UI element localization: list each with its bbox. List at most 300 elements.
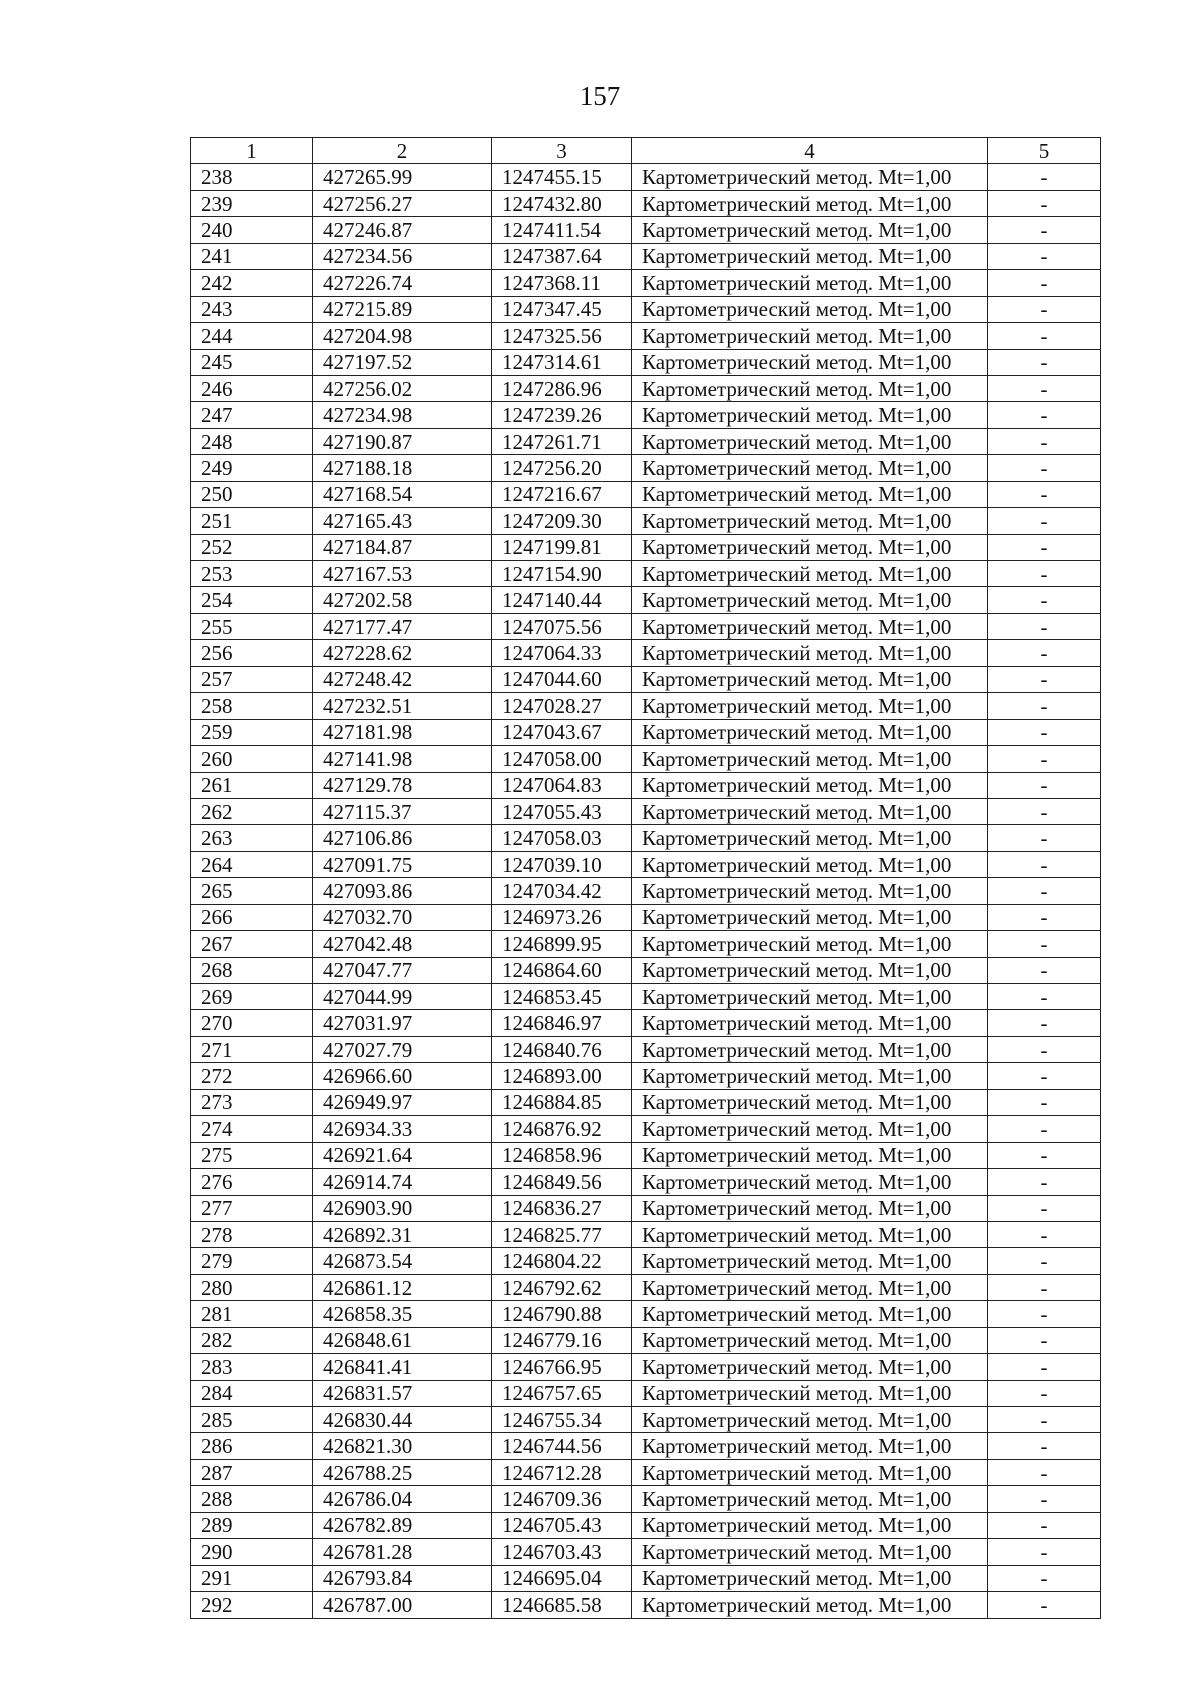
note-cell: - [988,534,1101,560]
table-header [191,138,1101,164]
method-cell: Картометрический метод. Mt=1,00 [632,613,988,639]
method-cell: Картометрический метод. Mt=1,00 [632,1407,988,1433]
note-cell: - [988,217,1101,243]
method-cell: Картометрический метод. Mt=1,00 [632,798,988,824]
method-cell: Картометрический метод. Mt=1,00 [632,1565,988,1591]
x-coordinate-cell: 426892.31 [313,1221,492,1247]
y-coordinate-cell: 1247043.67 [492,719,632,745]
table-row [191,428,1101,454]
point-number-cell: 257 [191,666,313,692]
note-cell: - [988,164,1101,190]
header-cell-1: 1 [191,138,313,164]
x-coordinate-cell: 426858.35 [313,1301,492,1327]
y-coordinate-cell: 1246703.43 [492,1539,632,1565]
note-cell: - [988,904,1101,930]
point-number-cell: 265 [191,878,313,904]
point-number-cell: 292 [191,1592,313,1618]
method-cell: Картометрический метод. Mt=1,00 [632,1142,988,1168]
y-coordinate-cell: 1247314.61 [492,349,632,375]
note-cell: - [988,1512,1101,1538]
method-cell: Картометрический метод. Mt=1,00 [632,693,988,719]
point-number-cell: 261 [191,772,313,798]
method-cell: Картометрический метод. Mt=1,00 [632,931,988,957]
x-coordinate-cell: 427234.98 [313,402,492,428]
y-coordinate-cell: 1246893.00 [492,1063,632,1089]
note-cell: - [988,1089,1101,1115]
point-number-cell: 248 [191,428,313,454]
table-row [191,481,1101,507]
method-cell: Картометрический метод. Mt=1,00 [632,1248,988,1274]
table-row [191,270,1101,296]
table-row [191,1274,1101,1300]
x-coordinate-cell: 426787.00 [313,1592,492,1618]
y-coordinate-cell: 1246849.56 [492,1169,632,1195]
y-coordinate-cell: 1247286.96 [492,375,632,401]
table-row [191,455,1101,481]
table-row [191,561,1101,587]
note-cell: - [988,693,1101,719]
x-coordinate-cell: 427165.43 [313,508,492,534]
table-row [191,693,1101,719]
x-coordinate-cell: 427106.86 [313,825,492,851]
method-cell: Картометрический метод. Mt=1,00 [632,1221,988,1247]
x-coordinate-cell: 427168.54 [313,481,492,507]
point-number-cell: 273 [191,1089,313,1115]
y-coordinate-cell: 1247216.67 [492,481,632,507]
table-row [191,1195,1101,1221]
y-coordinate-cell: 1247075.56 [492,613,632,639]
table-row [191,1089,1101,1115]
y-coordinate-cell: 1247039.10 [492,851,632,877]
method-cell: Картометрический метод. Mt=1,00 [632,1539,988,1565]
y-coordinate-cell: 1246899.95 [492,931,632,957]
x-coordinate-cell: 427197.52 [313,349,492,375]
method-cell: Картометрический метод. Mt=1,00 [632,270,988,296]
point-number-cell: 270 [191,1010,313,1036]
method-cell: Картометрический метод. Mt=1,00 [632,1327,988,1353]
method-cell: Картометрический метод. Mt=1,00 [632,375,988,401]
note-cell: - [988,1539,1101,1565]
x-coordinate-cell: 426793.84 [313,1565,492,1591]
x-coordinate-cell: 427177.47 [313,613,492,639]
y-coordinate-cell: 1246779.16 [492,1327,632,1353]
table-row [191,1407,1101,1433]
table-row [191,1433,1101,1459]
table-row [191,402,1101,428]
point-number-cell: 282 [191,1327,313,1353]
y-coordinate-cell: 1247028.27 [492,693,632,719]
point-number-cell: 276 [191,1169,313,1195]
note-cell: - [988,1116,1101,1142]
point-number-cell: 250 [191,481,313,507]
point-number-cell: 249 [191,455,313,481]
point-number-cell: 283 [191,1354,313,1380]
point-number-cell: 269 [191,984,313,1010]
table-row [191,508,1101,534]
method-cell: Картометрический метод. Mt=1,00 [632,243,988,269]
note-cell: - [988,957,1101,983]
point-number-cell: 274 [191,1116,313,1142]
point-number-cell: 238 [191,164,313,190]
point-number-cell: 251 [191,508,313,534]
y-coordinate-cell: 1247044.60 [492,666,632,692]
table-row [191,1486,1101,1512]
table-row [191,825,1101,851]
y-coordinate-cell: 1246744.56 [492,1433,632,1459]
method-cell: Картометрический метод. Mt=1,00 [632,561,988,587]
point-number-cell: 254 [191,587,313,613]
table-row [191,1142,1101,1168]
note-cell: - [988,1407,1101,1433]
note-cell: - [988,1565,1101,1591]
method-cell: Картометрический метод. Mt=1,00 [632,1063,988,1089]
note-cell: - [988,1486,1101,1512]
x-coordinate-cell: 426861.12 [313,1274,492,1300]
note-cell: - [988,984,1101,1010]
method-cell: Картометрический метод. Mt=1,00 [632,1512,988,1538]
x-coordinate-cell: 427167.53 [313,561,492,587]
y-coordinate-cell: 1246705.43 [492,1512,632,1538]
table-row [191,323,1101,349]
x-coordinate-cell: 427234.56 [313,243,492,269]
table-row [191,984,1101,1010]
method-cell: Картометрический метод. Mt=1,00 [632,349,988,375]
note-cell: - [988,878,1101,904]
table-row [191,878,1101,904]
table-row [191,349,1101,375]
y-coordinate-cell: 1246695.04 [492,1565,632,1591]
y-coordinate-cell: 1247432.80 [492,190,632,216]
note-cell: - [988,243,1101,269]
note-cell: - [988,1327,1101,1353]
header-cell-3: 3 [492,138,632,164]
y-coordinate-cell: 1247209.30 [492,508,632,534]
note-cell: - [988,375,1101,401]
table-row [191,1301,1101,1327]
y-coordinate-cell: 1246766.95 [492,1354,632,1380]
method-cell: Картометрический метод. Mt=1,00 [632,587,988,613]
table-row [191,587,1101,613]
point-number-cell: 278 [191,1221,313,1247]
point-number-cell: 271 [191,1036,313,1062]
x-coordinate-cell: 427204.98 [313,323,492,349]
table-row [191,1248,1101,1274]
table-row [191,217,1101,243]
method-cell: Картометрический метод. Mt=1,00 [632,666,988,692]
point-number-cell: 256 [191,640,313,666]
note-cell: - [988,296,1101,322]
point-number-cell: 258 [191,693,313,719]
table-row [191,957,1101,983]
note-cell: - [988,640,1101,666]
point-number-cell: 260 [191,746,313,772]
method-cell: Картометрический метод. Mt=1,00 [632,1169,988,1195]
table-row [191,164,1101,190]
method-cell: Картометрический метод. Mt=1,00 [632,1116,988,1142]
x-coordinate-cell: 426949.97 [313,1089,492,1115]
point-number-cell: 247 [191,402,313,428]
x-coordinate-cell: 426841.41 [313,1354,492,1380]
point-number-cell: 285 [191,1407,313,1433]
method-cell: Картометрический метод. Mt=1,00 [632,719,988,745]
table-row [191,243,1101,269]
point-number-cell: 259 [191,719,313,745]
method-cell: Картометрический метод. Mt=1,00 [632,1036,988,1062]
point-number-cell: 291 [191,1565,313,1591]
header-cell-2: 2 [313,138,492,164]
table-row [191,798,1101,824]
point-number-cell: 281 [191,1301,313,1327]
table-row [191,1380,1101,1406]
y-coordinate-cell: 1246840.76 [492,1036,632,1062]
note-cell: - [988,825,1101,851]
point-number-cell: 272 [191,1063,313,1089]
y-coordinate-cell: 1246757.65 [492,1380,632,1406]
table-body [191,164,1101,1618]
point-number-cell: 290 [191,1539,313,1565]
point-number-cell: 244 [191,323,313,349]
table-row [191,1010,1101,1036]
y-coordinate-cell: 1247154.90 [492,561,632,587]
method-cell: Картометрический метод. Mt=1,00 [632,428,988,454]
y-coordinate-cell: 1247064.33 [492,640,632,666]
y-coordinate-cell: 1247256.20 [492,455,632,481]
x-coordinate-cell: 426934.33 [313,1116,492,1142]
note-cell: - [988,1036,1101,1062]
table-row [191,1459,1101,1485]
y-coordinate-cell: 1247411.54 [492,217,632,243]
point-number-cell: 277 [191,1195,313,1221]
note-cell: - [988,1459,1101,1485]
point-number-cell: 239 [191,190,313,216]
note-cell: - [988,1380,1101,1406]
note-cell: - [988,1010,1101,1036]
table-row [191,746,1101,772]
point-number-cell: 246 [191,375,313,401]
note-cell: - [988,1142,1101,1168]
note-cell: - [988,1592,1101,1618]
note-cell: - [988,190,1101,216]
method-cell: Картометрический метод. Mt=1,00 [632,1274,988,1300]
y-coordinate-cell: 1246792.62 [492,1274,632,1300]
table-row [191,375,1101,401]
note-cell: - [988,1221,1101,1247]
y-coordinate-cell: 1247325.56 [492,323,632,349]
method-cell: Картометрический метод. Mt=1,00 [632,323,988,349]
y-coordinate-cell: 1246790.88 [492,1301,632,1327]
x-coordinate-cell: 427256.02 [313,375,492,401]
table-row [191,1063,1101,1089]
point-number-cell: 241 [191,243,313,269]
point-number-cell: 263 [191,825,313,851]
y-coordinate-cell: 1246755.34 [492,1407,632,1433]
point-number-cell: 242 [191,270,313,296]
x-coordinate-cell: 427031.97 [313,1010,492,1036]
note-cell: - [988,772,1101,798]
y-coordinate-cell: 1247140.44 [492,587,632,613]
point-number-cell: 253 [191,561,313,587]
note-cell: - [988,666,1101,692]
point-number-cell: 286 [191,1433,313,1459]
point-number-cell: 288 [191,1486,313,1512]
x-coordinate-cell: 427232.51 [313,693,492,719]
header-row [191,138,1101,164]
point-number-cell: 240 [191,217,313,243]
table-row [191,1116,1101,1142]
point-number-cell: 287 [191,1459,313,1485]
x-coordinate-cell: 427129.78 [313,772,492,798]
table-row [191,190,1101,216]
method-cell: Картометрический метод. Mt=1,00 [632,746,988,772]
coordinates-table [190,137,1101,1619]
x-coordinate-cell: 427215.89 [313,296,492,322]
method-cell: Картометрический метод. Mt=1,00 [632,481,988,507]
y-coordinate-cell: 1247368.11 [492,270,632,296]
x-coordinate-cell: 426786.04 [313,1486,492,1512]
x-coordinate-cell: 427184.87 [313,534,492,560]
y-coordinate-cell: 1247064.83 [492,772,632,798]
point-number-cell: 264 [191,851,313,877]
x-coordinate-cell: 427091.75 [313,851,492,877]
x-coordinate-cell: 426873.54 [313,1248,492,1274]
x-coordinate-cell: 427202.58 [313,587,492,613]
point-number-cell: 279 [191,1248,313,1274]
note-cell: - [988,1433,1101,1459]
y-coordinate-cell: 1247199.81 [492,534,632,560]
method-cell: Картометрический метод. Mt=1,00 [632,455,988,481]
y-coordinate-cell: 1246973.26 [492,904,632,930]
method-cell: Картометрический метод. Mt=1,00 [632,190,988,216]
note-cell: - [988,851,1101,877]
table-row [191,1169,1101,1195]
method-cell: Картометрический метод. Mt=1,00 [632,1354,988,1380]
x-coordinate-cell: 426830.44 [313,1407,492,1433]
point-number-cell: 289 [191,1512,313,1538]
x-coordinate-cell: 427141.98 [313,746,492,772]
method-cell: Картометрический метод. Mt=1,00 [632,904,988,930]
table-row [191,719,1101,745]
method-cell: Картометрический метод. Mt=1,00 [632,851,988,877]
table-row [191,931,1101,957]
method-cell: Картометрический метод. Mt=1,00 [632,984,988,1010]
y-coordinate-cell: 1246853.45 [492,984,632,1010]
point-number-cell: 267 [191,931,313,957]
y-coordinate-cell: 1247058.03 [492,825,632,851]
header-cell-4: 4 [632,138,988,164]
method-cell: Картометрический метод. Mt=1,00 [632,402,988,428]
table-row [191,1221,1101,1247]
method-cell: Картометрический метод. Mt=1,00 [632,1010,988,1036]
x-coordinate-cell: 426831.57 [313,1380,492,1406]
note-cell: - [988,1248,1101,1274]
table-row [191,1565,1101,1591]
y-coordinate-cell: 1246685.58 [492,1592,632,1618]
note-cell: - [988,613,1101,639]
x-coordinate-cell: 427044.99 [313,984,492,1010]
method-cell: Картометрический метод. Mt=1,00 [632,1195,988,1221]
note-cell: - [988,270,1101,296]
note-cell: - [988,402,1101,428]
note-cell: - [988,508,1101,534]
y-coordinate-cell: 1247055.43 [492,798,632,824]
y-coordinate-cell: 1246884.85 [492,1089,632,1115]
x-coordinate-cell: 426781.28 [313,1539,492,1565]
x-coordinate-cell: 426821.30 [313,1433,492,1459]
method-cell: Картометрический метод. Mt=1,00 [632,1592,988,1618]
method-cell: Картометрический метод. Mt=1,00 [632,217,988,243]
table-row [191,534,1101,560]
y-coordinate-cell: 1247347.45 [492,296,632,322]
method-cell: Картометрический метод. Mt=1,00 [632,957,988,983]
x-coordinate-cell: 427265.99 [313,164,492,190]
note-cell: - [988,1354,1101,1380]
point-number-cell: 280 [191,1274,313,1300]
y-coordinate-cell: 1246858.96 [492,1142,632,1168]
method-cell: Картометрический метод. Mt=1,00 [632,534,988,560]
note-cell: - [988,931,1101,957]
note-cell: - [988,455,1101,481]
table-row [191,772,1101,798]
y-coordinate-cell: 1247239.26 [492,402,632,428]
x-coordinate-cell: 427228.62 [313,640,492,666]
note-cell: - [988,1169,1101,1195]
x-coordinate-cell: 426788.25 [313,1459,492,1485]
point-number-cell: 268 [191,957,313,983]
method-cell: Картометрический метод. Mt=1,00 [632,878,988,904]
point-number-cell: 255 [191,613,313,639]
method-cell: Картометрический метод. Mt=1,00 [632,825,988,851]
page-number: 157 [579,81,621,111]
method-cell: Картометрический метод. Mt=1,00 [632,508,988,534]
method-cell: Картометрический метод. Mt=1,00 [632,1301,988,1327]
y-coordinate-cell: 1246876.92 [492,1116,632,1142]
method-cell: Картометрический метод. Mt=1,00 [632,772,988,798]
point-number-cell: 266 [191,904,313,930]
y-coordinate-cell: 1246836.27 [492,1195,632,1221]
x-coordinate-cell: 427246.87 [313,217,492,243]
table-row [191,296,1101,322]
note-cell: - [988,428,1101,454]
note-cell: - [988,1274,1101,1300]
header-cell-5: 5 [988,138,1101,164]
note-cell: - [988,719,1101,745]
x-coordinate-cell: 427093.86 [313,878,492,904]
x-coordinate-cell: 427027.79 [313,1036,492,1062]
y-coordinate-cell: 1246825.77 [492,1221,632,1247]
table-row [191,640,1101,666]
x-coordinate-cell: 427032.70 [313,904,492,930]
note-cell: - [988,481,1101,507]
y-coordinate-cell: 1246846.97 [492,1010,632,1036]
y-coordinate-cell: 1247261.71 [492,428,632,454]
x-coordinate-cell: 427190.87 [313,428,492,454]
method-cell: Картометрический метод. Mt=1,00 [632,296,988,322]
y-coordinate-cell: 1246712.28 [492,1459,632,1485]
y-coordinate-cell: 1247058.00 [492,746,632,772]
y-coordinate-cell: 1247034.42 [492,878,632,904]
x-coordinate-cell: 427226.74 [313,270,492,296]
x-coordinate-cell: 427188.18 [313,455,492,481]
y-coordinate-cell: 1247455.15 [492,164,632,190]
y-coordinate-cell: 1247387.64 [492,243,632,269]
note-cell: - [988,1301,1101,1327]
method-cell: Картометрический метод. Mt=1,00 [632,1433,988,1459]
y-coordinate-cell: 1246864.60 [492,957,632,983]
table-row [191,1512,1101,1538]
x-coordinate-cell: 427256.27 [313,190,492,216]
x-coordinate-cell: 427047.77 [313,957,492,983]
note-cell: - [988,587,1101,613]
